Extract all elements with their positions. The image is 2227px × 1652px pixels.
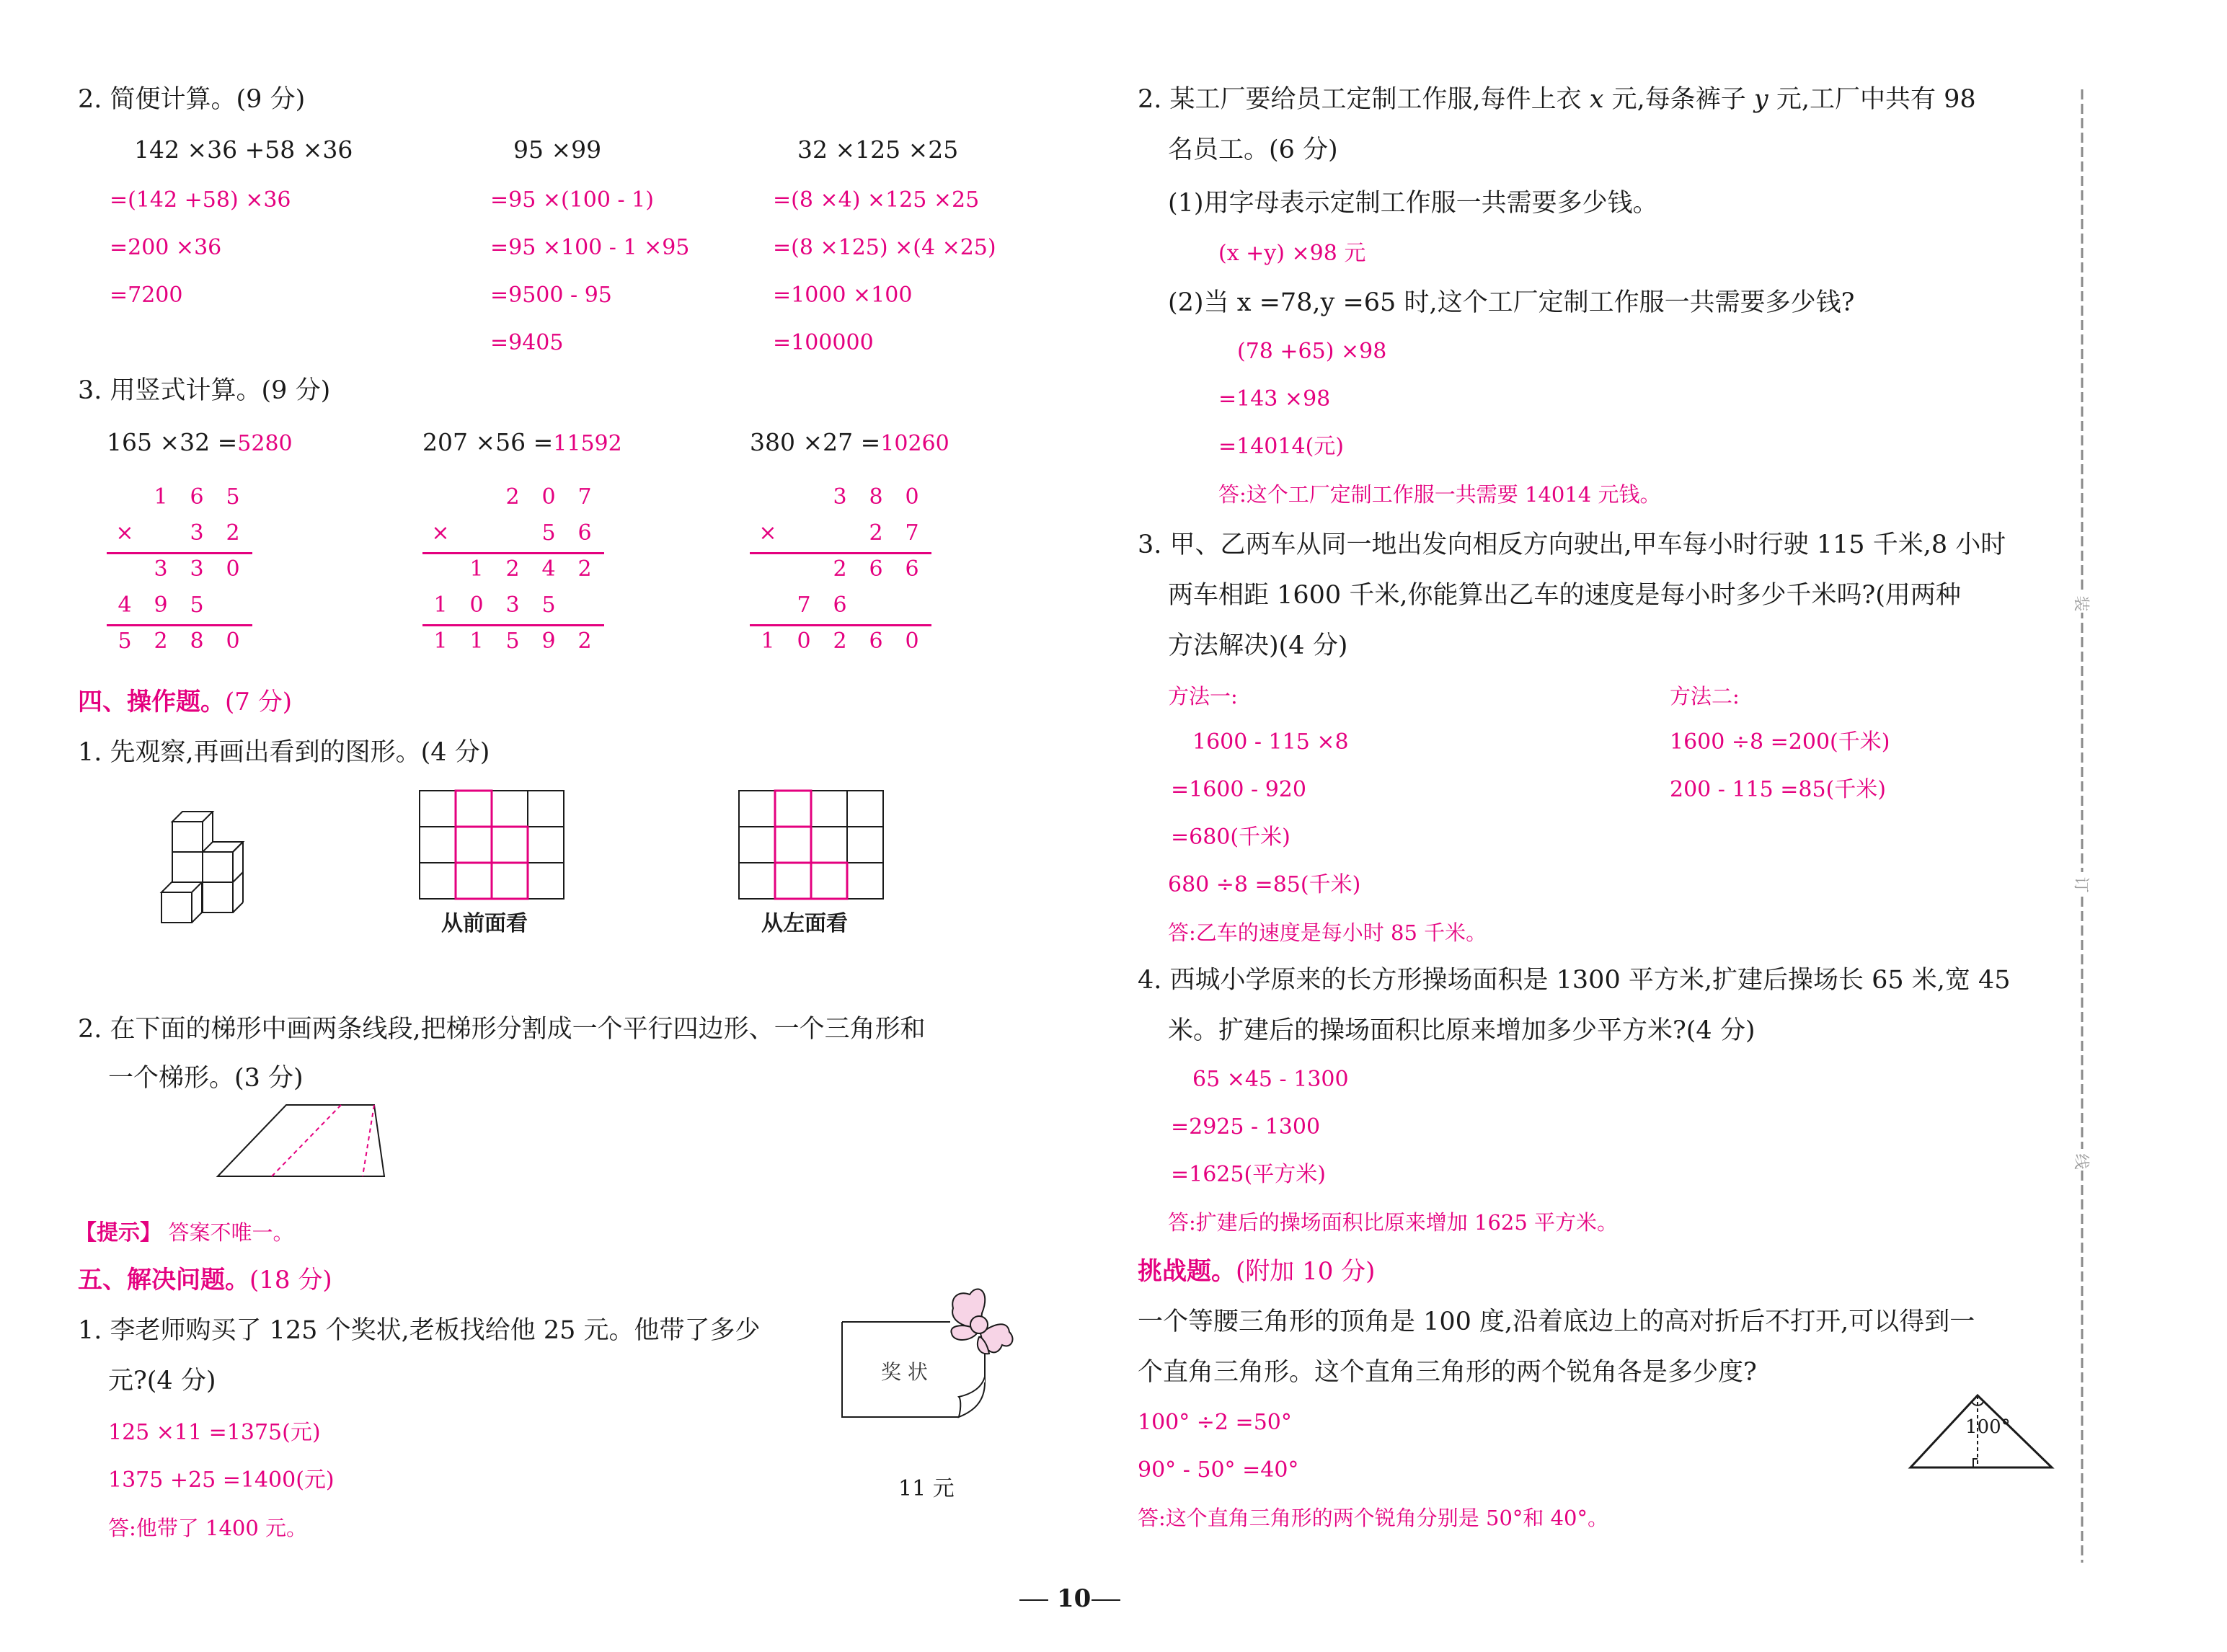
answer-step: =100000: [773, 330, 874, 355]
certificate-text: 奖 状: [881, 1360, 928, 1384]
vertical-digit: 3: [833, 484, 847, 510]
page-number: 10: [1057, 1584, 1092, 1613]
answer-step: 65 ×45 - 1300: [1192, 1067, 1349, 1092]
answer-sentence: 答:扩建后的操场面积比原来增加 1625 平方米。: [1168, 1210, 1619, 1235]
q2-text-b: 元,每条裤子: [1603, 85, 1754, 114]
answer-step: =9500 - 95: [490, 283, 612, 308]
answer-step: =9405: [490, 330, 564, 355]
answer-sentence: 答:这个直角三角形的两个锐角分别是 50°和 40°。: [1138, 1506, 1609, 1530]
vertical-digit: 1: [469, 556, 484, 582]
binding-char-zhuang: 装: [2071, 595, 2090, 612]
vertical-digit: 6: [905, 556, 919, 582]
question-2-title: 2. 简便计算。(9 分): [78, 85, 306, 114]
challenge-line2: 个直角三角形。这个直角三角形的两个锐角各是多少度?: [1138, 1358, 1757, 1387]
vertical-digit: 5: [190, 592, 204, 618]
answer-step: 680 ÷8 =85(千米): [1168, 872, 1361, 897]
vertical-problem-answer: 5280: [237, 431, 293, 456]
vertical-digit: 8: [190, 629, 204, 654]
section-5-score: (18 分): [249, 1266, 332, 1294]
vertical-digit: 0: [226, 556, 240, 582]
section-4-score: (7 分): [225, 688, 292, 716]
vertical-digit: 6: [869, 629, 883, 654]
vertical-digit: 0: [226, 629, 240, 654]
vertical-digit: 1: [761, 629, 775, 654]
vertical-digit: 5: [505, 629, 520, 654]
answer-step: =(8 ×4) ×125 ×25: [773, 187, 980, 213]
vertical-digit: 2: [869, 520, 883, 546]
q2-text-a: 2. 某工厂要给员工定制工作服,每件上衣: [1138, 85, 1590, 114]
binding-char-xian: 线: [2071, 1153, 2090, 1170]
vertical-digit: 6: [869, 556, 883, 582]
answer-step: 1600 - 115 ×8: [1192, 729, 1349, 755]
answer-step: =(8 ×125) ×(4 ×25): [773, 235, 996, 260]
hint-text: 答案不唯一。: [168, 1220, 294, 1245]
front-view-label: 从前面看: [441, 911, 528, 936]
vertical-digit: 2: [505, 556, 520, 582]
vertical-digit: 0: [541, 484, 556, 510]
answer-step: 90° - 50° =40°: [1138, 1457, 1299, 1483]
vertical-digit: 6: [190, 484, 204, 510]
vertical-digit: 4: [118, 592, 132, 618]
answer-step: 125 ×11 =1375(元): [108, 1420, 321, 1445]
method-2-label: 方法二:: [1670, 684, 1740, 709]
right-question-3-line2: 两车相距 1600 千米,你能算出乙车的速度是每小时多少千米吗?(用两种: [1168, 581, 1961, 610]
right-question-4-line1: 4. 西城小学原来的长方形操场面积是 1300 平方米,扩建后操场长 65 米,宽 45: [1138, 966, 2011, 995]
answer-step: =14014(元): [1218, 434, 1344, 459]
vertical-problem-answer: 10260: [880, 431, 949, 456]
vertical-digit: 3: [505, 592, 520, 618]
section-5-question-1-line1: 1. 李老师购买了 125 个奖状,老板找给他 25 元。他带了多少: [78, 1316, 761, 1345]
vertical-problem-expression: 207 ×56 =: [422, 428, 554, 456]
answer-step: 1375 +25 =1400(元): [108, 1467, 335, 1493]
section-4-question-2-line1: 2. 在下面的梯形中画两条线段,把梯形分割成一个平行四边形、一个三角形和: [78, 1015, 926, 1044]
vertical-digit: 5: [541, 520, 556, 546]
vertical-problem-answer: 11592: [553, 431, 622, 456]
vertical-digit: 2: [833, 629, 847, 654]
hint-tag: 【提示】: [75, 1220, 161, 1245]
challenge-title: 挑战题。: [1138, 1257, 1236, 1286]
variable-y: y: [1753, 85, 1768, 114]
vertical-digit: 2: [154, 629, 168, 654]
multiply-sign: ×: [115, 520, 134, 546]
vertical-digit: 2: [577, 556, 592, 582]
vertical-digit: 5: [226, 484, 240, 510]
vertical-digit: 7: [797, 592, 811, 618]
right-question-2-sub1: (1)用字母表示定制工作服一共需要多少钱。: [1168, 189, 1658, 218]
answer-step: (78 +65) ×98: [1237, 339, 1387, 364]
vertical-digit: 0: [469, 592, 484, 618]
method-1-label: 方法一:: [1168, 684, 1238, 709]
variable-x: x: [1589, 85, 1604, 114]
answer-step: =1625(平方米): [1171, 1162, 1326, 1187]
vertical-digit: 5: [541, 592, 556, 618]
vertical-digit: 7: [577, 484, 592, 510]
answer-step: =680(千米): [1171, 825, 1290, 850]
apex-angle-label: 100°: [1965, 1416, 2011, 1438]
answer-step: =200 ×36: [110, 235, 222, 260]
answer-sentence: 答:他带了 1400 元。: [108, 1516, 308, 1540]
problem-expression: 142 ×36 +58 ×36: [134, 136, 353, 164]
right-question-3-line3: 方法解决)(4 分): [1168, 631, 1348, 660]
left-view-label: 从左面看: [761, 911, 848, 936]
question-3-title: 3. 用竖式计算。(9 分): [78, 376, 331, 405]
right-question-2-line2: 名员工。(6 分): [1168, 136, 1338, 164]
vertical-digit: 9: [154, 592, 168, 618]
vertical-digit: 3: [190, 520, 204, 546]
problem-expression: 32 ×125 ×25: [797, 136, 959, 164]
problem-expression: 95 ×99: [513, 136, 602, 164]
section-5-question-1-line2: 元?(4 分): [108, 1367, 216, 1395]
answer-step: =(142 +58) ×36: [110, 187, 291, 213]
vertical-digit: 3: [190, 556, 204, 582]
right-question-2-sub2: (2)当 x =78,y =65 时,这个工厂定制工作服一共需要多少钱?: [1168, 288, 1855, 317]
vertical-digit: 5: [118, 629, 132, 654]
vertical-digit: 2: [577, 629, 592, 654]
section-5-title: 五、解决问题。: [78, 1266, 249, 1294]
vertical-digit: 1: [433, 592, 448, 618]
vertical-digit: 4: [541, 556, 556, 582]
vertical-digit: 1: [433, 629, 448, 654]
section-4-question-1: 1. 先观察,再画出看到的图形。(4 分): [78, 738, 490, 767]
right-question-4-line2: 米。扩建后的操场面积比原来增加多少平方米?(4 分): [1168, 1016, 1756, 1045]
vertical-digit: 2: [226, 520, 240, 546]
vertical-digit: 6: [833, 592, 847, 618]
answer-step: =95 ×(100 - 1): [490, 187, 654, 213]
answer-step: =7200: [110, 283, 183, 308]
vertical-digit: 9: [541, 629, 556, 654]
multiply-sign: ×: [431, 520, 450, 546]
answer-step: =2925 - 1300: [1171, 1114, 1321, 1140]
vertical-digit: 0: [797, 629, 811, 654]
vertical-digit: 0: [905, 484, 919, 510]
answer-step: (x +y) ×98 元: [1218, 241, 1366, 266]
multiply-sign: ×: [758, 520, 777, 546]
answer-step: =143 ×98: [1218, 386, 1331, 412]
answer-step: =1000 ×100: [773, 283, 913, 308]
vertical-digit: 2: [505, 484, 520, 510]
q2-text-c: 元,工厂中共有 98: [1768, 85, 1976, 114]
answer-step: 100° ÷2 =50°: [1138, 1410, 1292, 1435]
answer-sentence: 答:这个工厂定制工作服一共需要 14014 元钱。: [1218, 482, 1661, 507]
answer-sentence: 答:乙车的速度是每小时 85 千米。: [1168, 920, 1487, 945]
vertical-digit: 2: [833, 556, 847, 582]
section-4-question-2-line2: 一个梯形。(3 分): [108, 1064, 304, 1093]
vertical-digit: 6: [577, 520, 592, 546]
challenge-score: (附加 10 分): [1236, 1257, 1376, 1286]
vertical-digit: 8: [869, 484, 883, 510]
vertical-digit: 0: [905, 629, 919, 654]
vertical-digit: 3: [154, 556, 168, 582]
challenge-line1: 一个等腰三角形的顶角是 100 度,沿着底边上的高对折后不打开,可以得到一: [1138, 1307, 1975, 1336]
answer-step: =1600 - 920: [1171, 777, 1306, 802]
certificate-price: 11 元: [898, 1476, 955, 1501]
footer-dash-left: [1019, 1599, 1048, 1601]
vertical-digit: 1: [469, 629, 484, 654]
vertical-digit: 1: [154, 484, 168, 510]
footer-dash-right: [1092, 1599, 1120, 1601]
vertical-problem-expression: 165 ×32 =: [107, 428, 238, 456]
vertical-problem-expression: 380 ×27 =: [750, 428, 881, 456]
binding-char-ding: 订: [2071, 876, 2090, 893]
right-question-3-line1: 3. 甲、乙两车从同一地出发向相反方向驶出,甲车每小时行驶 115 千米,8 小时: [1138, 530, 2006, 559]
section-4-title: 四、操作题。: [78, 688, 225, 716]
vertical-digit: 7: [905, 520, 919, 546]
answer-step: =95 ×100 - 1 ×95: [490, 235, 690, 260]
answer-step: 200 - 115 =85(千米): [1670, 777, 1886, 802]
answer-step: 1600 ÷8 =200(千米): [1670, 729, 1890, 755]
